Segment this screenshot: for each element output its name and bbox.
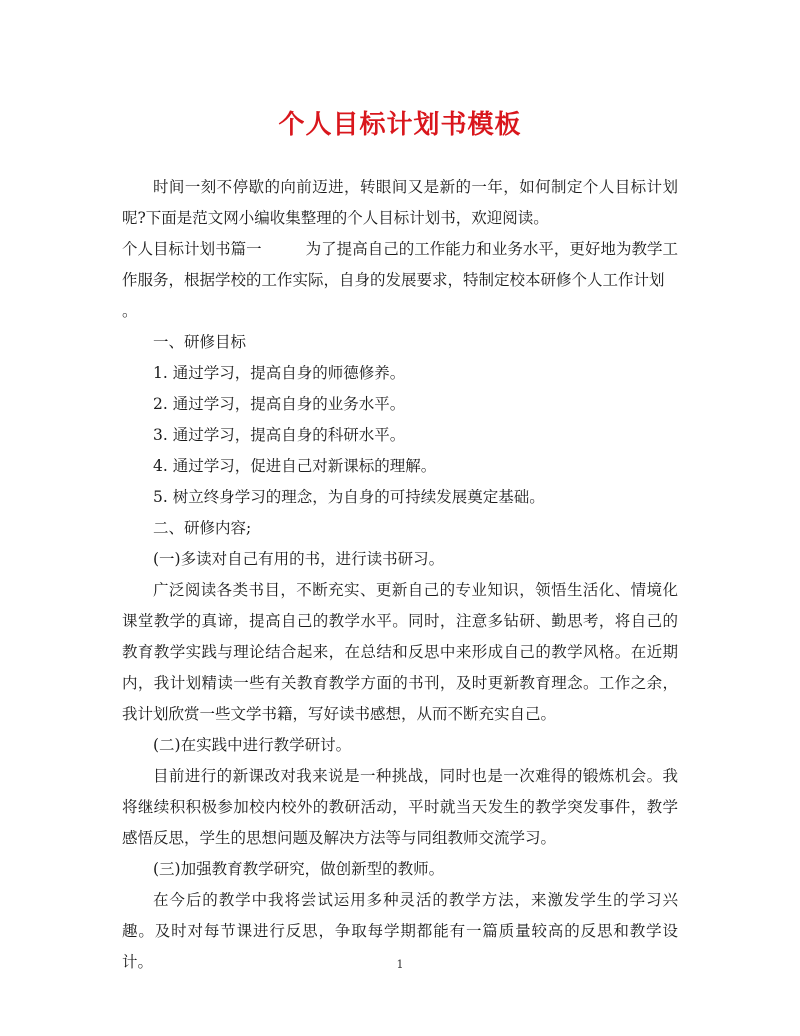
goal-item-5: 5. 树立终身学习的理念，为自身的可持续发展奠定基础。 xyxy=(153,488,545,506)
subheading-research: (三)加强教育教学研究，做创新型的教师。 xyxy=(153,860,445,878)
document-title: 个人目标计划书模板 xyxy=(278,110,522,140)
section-one-label: 个人目标计划书篇一 xyxy=(122,240,262,258)
goal-item-2: 2. 通过学习，提高自身的业务水平。 xyxy=(153,395,406,413)
goal-item-4: 4. 通过学习，促进自己对新课标的理解。 xyxy=(153,457,437,475)
section-one-paragraph xyxy=(122,234,678,296)
practice-paragraph: 目前进行的新课改对我来说是一种挑战，同时也是一次难得的锻炼机会。我将继续积积极参加校内校外的教研活动，平时就当天发生的教学突发事件，教学感悟反思，学生的思想问题及解决方法等与同组教师交流学习。 xyxy=(122,767,678,847)
goal-item-1: 1. 通过学习，提高自身的师德修养。 xyxy=(153,364,406,382)
section-one-text: 为了提高自己的工作能力和业务水平，更好地为教学工作服务，根据学校的工作实际，自身的发展要求，特制定校本研修个人工作计划 xyxy=(122,240,678,289)
heading-research-content: 二、研修内容; xyxy=(153,519,252,537)
heading-research-goals: 一、研修目标 xyxy=(153,333,247,351)
goal-item-3: 3. 通过学习，提高自身的科研水平。 xyxy=(153,426,406,444)
intro-paragraph: 时间一刻不停歇的向前迈进，转眼间又是新的一年，如何制定个人目标计划呢?下面是范文网小编收集整理的个人目标计划书，欢迎阅读。 xyxy=(122,178,678,227)
section-one-end: 。 xyxy=(122,302,138,320)
reading-paragraph: 广泛阅读各类书目，不断充实、更新自己的专业知识，领悟生活化、情境化课堂教学的真谛，提高自己的教学水平。同时，注意多钻研、勤思考，将自己的教育教学实践与理论结合起来，在总结和反思中来形成自己的教学风格。在近期内，我计划精读一些有关教育教学方面的书刊，及时更新教育理念。工作之余，我计划欣赏一些文学书籍，写好读书感想，从而不断充实自己。 xyxy=(122,581,678,723)
subheading-reading: (一)多读对自己有用的书，进行读书研习。 xyxy=(153,550,445,568)
subheading-practice: (二)在实践中进行教学研讨。 xyxy=(153,736,352,754)
research-paragraph: 在今后的教学中我将尝试运用多种灵活的教学方法，来激发学生的学习兴趣。及时对每节课进行反思，争取每学期都能有一篇质量较高的反思和教学设计。 xyxy=(122,891,678,971)
page-number: 1 xyxy=(396,958,404,971)
document-body xyxy=(122,172,678,978)
